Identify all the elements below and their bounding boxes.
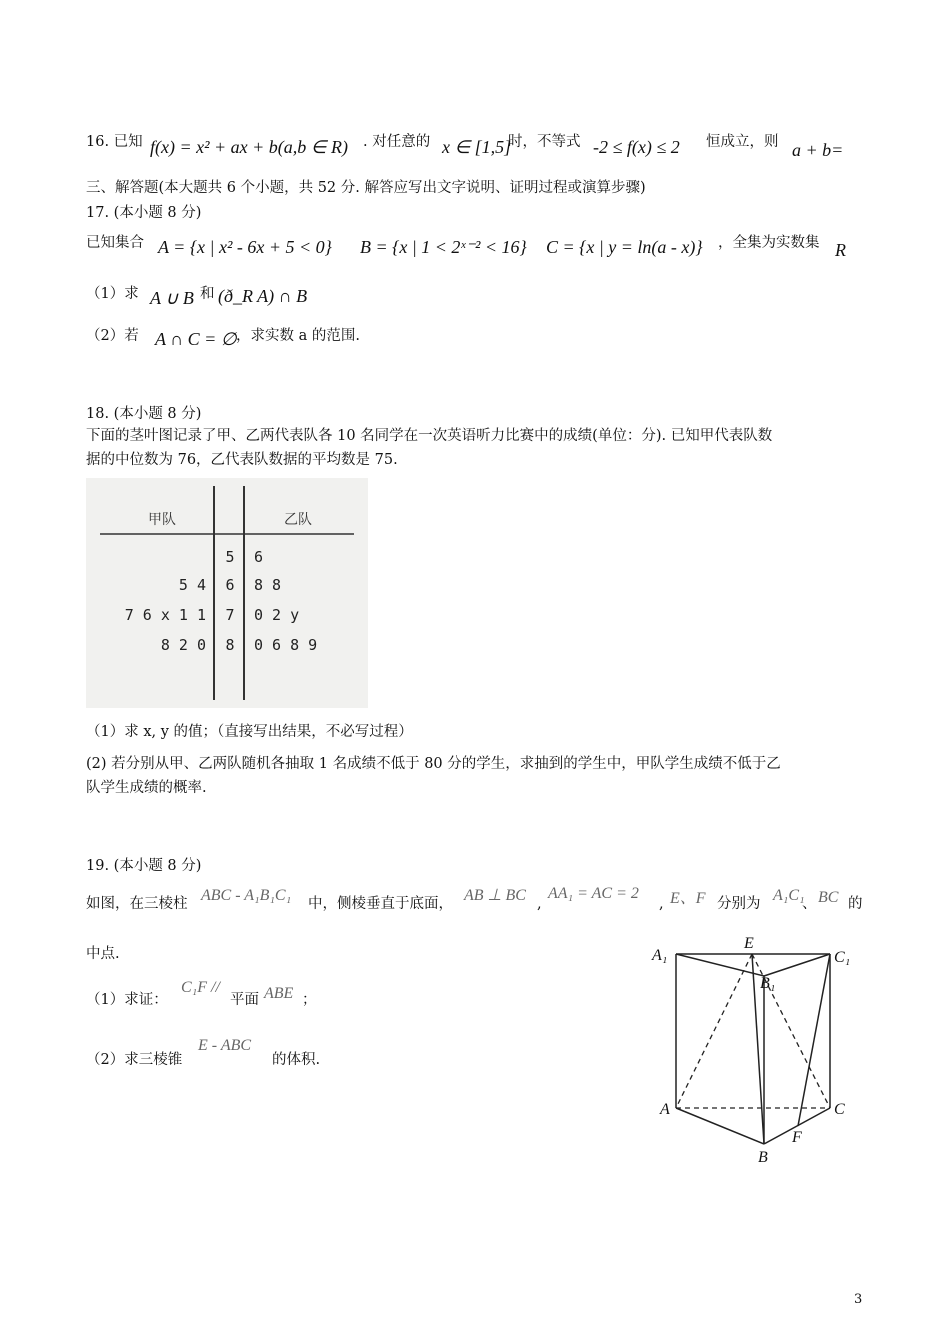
q19-part2-end: 的体积.: [272, 1052, 321, 1068]
q19-mid: 中，侧棱垂直于底面，: [308, 896, 453, 912]
label-b1: B₁: [760, 975, 776, 992]
q19-equality: AA₁ = AC = 2: [548, 885, 639, 902]
q19-lead: 如图，在三棱柱: [86, 896, 188, 912]
label-f: F: [792, 1129, 802, 1146]
prism-figure: [640, 930, 860, 1170]
row3-stem: 7: [225, 606, 235, 624]
q17-set-b: B = {x | 1 < 2ˣ⁻² < 16}: [360, 237, 527, 257]
q19-dun: 、: [802, 896, 817, 912]
q17-part1-union: A ∪ B: [150, 288, 194, 308]
right-header: 乙队: [284, 512, 312, 528]
page-number: 3: [854, 1292, 863, 1307]
label-c: C: [834, 1101, 845, 1118]
q19-part1-end: ；: [302, 992, 317, 1008]
q19-part1-plane-name: ABE: [264, 985, 294, 1002]
row1-right: 6: [254, 548, 264, 566]
q17-tail: ，全集为实数集: [718, 235, 820, 251]
row3-left: 7 6 x 1 1: [124, 606, 206, 624]
q19-perpendicular: AB ⊥ BC: [464, 887, 526, 904]
q16-mid3: 恒成立，则: [706, 134, 779, 150]
row4-stem: 8: [225, 636, 235, 654]
q17-title: 17. (本小题 8 分): [86, 205, 202, 221]
q19-comma1: ,: [537, 896, 542, 912]
q19-part2-expr: E - ABC: [198, 1037, 252, 1054]
row2-left: 5 4: [178, 576, 206, 594]
q18-line1: 下面的茎叶图记录了甲、乙两代表队各 10 名同学在一次英语听力比赛中的成绩(单位：分). 已知甲代表队数: [86, 428, 773, 444]
q19-line2: 中点.: [86, 946, 120, 962]
q17-part2-condition: A ∩ C = ∅: [155, 329, 237, 349]
q17-lead: 已知集合: [86, 235, 144, 251]
row2-stem: 6: [225, 576, 235, 594]
label-a: A: [660, 1101, 670, 1118]
q18-line2: 据的中位数为 76，乙代表队数据的平均数是 75.: [86, 452, 398, 468]
q17-universe: R: [835, 240, 846, 260]
q17-part1-complement: (ð_R A) ∩ B: [218, 286, 308, 306]
edge-b1-c1: [764, 954, 830, 976]
q17-part1-number: （1）求: [86, 286, 139, 302]
q18-part2-line1: (2) 若分别从甲、乙两队随机各抽取 1 名成绩不低于 80 分的学生，求抽到的学生中，甲队学生成绩不低于乙: [86, 756, 781, 772]
q19-title: 19. (本小题 8 分): [86, 858, 202, 874]
edge-c1-f: [798, 954, 830, 1126]
section3-heading: 三、解答题(本大题共 6 个小题，共 52 分. 解答应写出文字说明、证明过程或演算步骤): [86, 180, 646, 196]
row2-right: 8 8: [254, 576, 282, 594]
q16-mid2: 时，不等式: [508, 134, 581, 150]
q19-de: 的: [848, 896, 863, 912]
q17-set-c: C = {x | y = ln(a - x)}: [546, 237, 703, 257]
q18-part1: （1）求 x, y 的值；（直接写出结果，不必写过程）: [86, 724, 413, 740]
left-header: 甲队: [148, 512, 176, 528]
q18-title: 18. (本小题 8 分): [86, 406, 202, 422]
row3-right: 0 2 y: [254, 606, 300, 624]
q17-part2-number: （2）若: [86, 328, 139, 344]
q17-part1-and: 和: [200, 286, 215, 302]
row4-left: 8 2 0: [160, 636, 206, 654]
label-c1: C₁: [834, 949, 851, 966]
q16-inequality: -2 ≤ f(x) ≤ 2: [593, 137, 680, 157]
label-e: E: [744, 935, 754, 952]
row4-right: 0 6 8 9: [254, 636, 318, 654]
q16-ask: a + b=: [792, 140, 844, 160]
q19-segment2: BC: [818, 889, 839, 906]
stem-leaf-plot: [86, 478, 368, 708]
q19-part1-plane: 平面: [230, 992, 259, 1008]
row1-stem: 5: [225, 548, 235, 566]
q19-comma2: ,: [659, 896, 664, 912]
q16-domain: x ∈ [1,5]: [442, 137, 512, 157]
q16-mid: . 对任意的: [363, 134, 431, 150]
q17-set-a: A = {x | x² - 6x + 5 < 0}: [158, 237, 332, 257]
q16-function: f(x) = x² + ax + b(a,b ∈ R): [150, 137, 348, 157]
q19-mid2: 分别为: [717, 896, 761, 912]
q19-prism: ABC - A₁B₁C₁: [201, 887, 292, 904]
q18-part2-line2: 队学生成绩的概率.: [86, 780, 207, 796]
q19-part1-number: （1）求证：: [86, 992, 168, 1008]
label-a1: A₁: [652, 947, 668, 964]
edge-e-a-hidden: [676, 954, 752, 1108]
q19-points: E、F: [670, 890, 706, 907]
q16-prefix: 16. 已知: [86, 134, 143, 150]
q19-part1-expr: C₁F //: [181, 979, 220, 996]
edge-a-b: [676, 1108, 764, 1144]
label-b: B: [758, 1149, 768, 1166]
q19-part2-number: （2）求三棱锥: [86, 1052, 183, 1068]
q17-part2-tail: ，求实数 a 的范围.: [236, 328, 360, 344]
q19-segment1: A₁C₁: [773, 887, 805, 904]
